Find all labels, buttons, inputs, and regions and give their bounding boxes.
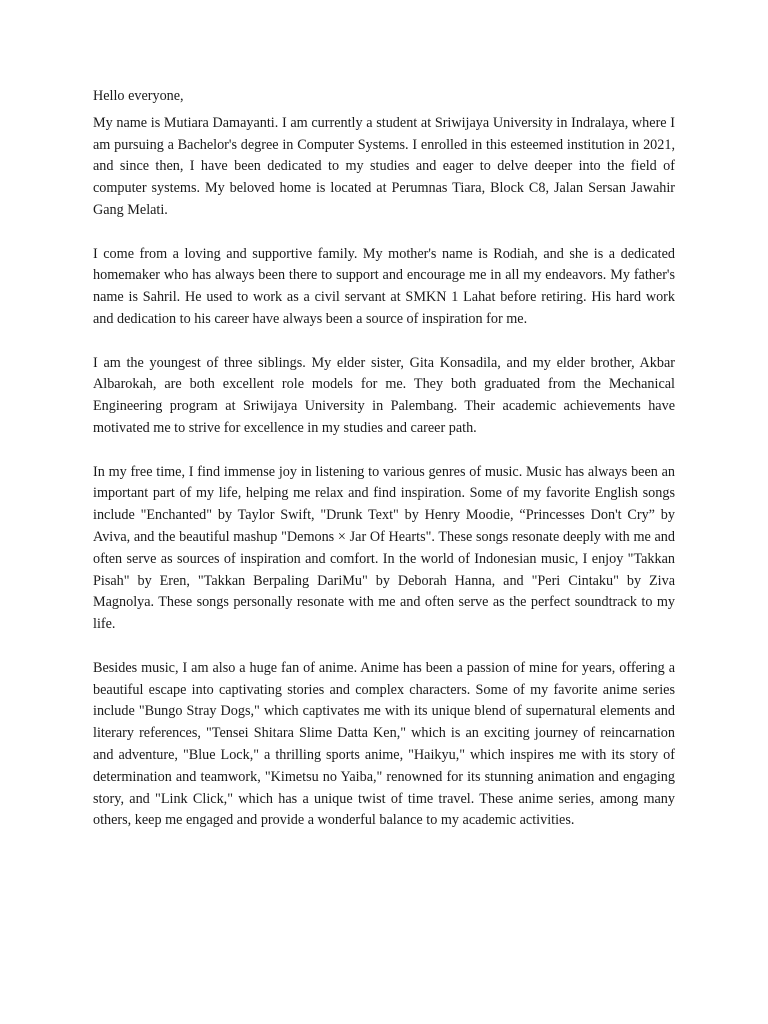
greeting: Hello everyone, [93,88,184,104]
paragraph-introduction: My name is Mutiara Damayanti. I am currently a student at Sriwijaya University in Indralaya, where I am pursuing a Bachelor's degree in Computer Systems. I enrolled in this esteemed institution in 2021, and since then, I have been dedicated to my studies and eager to delve deeper into the field of computer systems. My beloved home is located at Perumnas Tiara, Block C8, Jalan Sersan Jawahir Gang Melati. [93,114,675,218]
document-body [93,86,675,854]
paragraph-anime: Besides music, I am also a huge fan of anime. Anime has been a passion of mine for years, offering a beautiful escape into captivating stories and complex characters. Some of my favorite anime series include "Bungo Stray Dogs," which captivates me with its unique blend of supernatural elements and literary references, "Tensei Shitara Slime Datta Ken," which is an exciting journey of reincarnation and adventure, "Blue Lock," a thrilling sports anime, "Haikyu," which inspires me with its story of determination and teamwork, "Kimetsu no Yaiba," renowned for its stunning animation and engaging story, and "Link Click," which has a unique twist of time travel. These anime series, among many others, keep me engaged and provide a wonderful balance to my academic activities. [93,659,675,829]
paragraph-siblings: I am the youngest of three siblings. My elder sister, Gita Konsadila, and my elder brother, Akbar Albarokah, are both excellent role models for me. They both graduated from the Mechanical Engineering program at Sriwijaya University in Palembang. Their academic achievements have motivated me to strive for excellence in my studies and career path. [93,354,675,436]
paragraph-music: In my free time, I find immense joy in listening to various genres of music. Music has always been an important part of my life, helping me relax and find inspiration. Some of my favorite English songs include "Enchanted" by Taylor Swift, "Drunk Text" by Henry Moodie, “Princesses Don't Cry” by Aviva, and the beautiful mashup "Demons × Jar Of Hearts". These songs resonate deeply with me and often serve as sources of inspiration and comfort. In the world of Indonesian music, I enjoy "Takkan Pisah" by Eren, "Takkan Berpaling DariMu" by Deborah Hanna, and "Peri Cintaku" by Ziva Magnolya. These songs personally resonate with me and often serve as the perfect soundtrack to my life. [93,463,675,633]
paragraph-family: I come from a loving and supportive family. My mother's name is Rodiah, and she is a dedicated homemaker who has always been there to support and encourage me in all my endeavors. My father's name is Sahril. He used to work as a civil servant at SMKN 1 Lahat before retiring. His hard work and dedication to his career have always been a source of inspiration for me. [93,245,675,327]
